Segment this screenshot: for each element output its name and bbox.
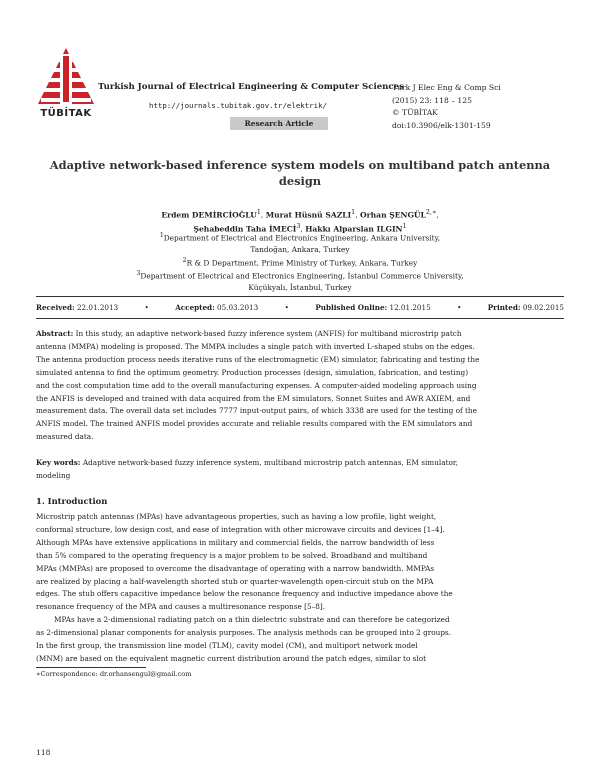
date-value: 12.01.2015 (389, 303, 431, 312)
bullet: • (144, 303, 149, 312)
citation-line: (2015) 23: 118 – 125 (392, 95, 472, 105)
text-line: resonance frequency of the MPA and causes a multiresonance response [5–8]. (36, 602, 326, 612)
abstract-text: In this study, an adaptive network-based fuzzy inference system (ANFIS) for multiband microstrip patch (75, 329, 462, 338)
date-label: Accepted: (175, 303, 215, 312)
abstract-line: measurement data. The overall data set includes 7777 input-output pairs, of which 3338 are used for the testing of the (36, 406, 477, 416)
affiliation-line: Küçükyalı, İstanbul, Turkey (248, 282, 352, 292)
date-printed (488, 303, 564, 312)
doi[interactable]: doi:10.3906/elk-1301-159 (392, 120, 491, 130)
text-line: Although MPAs have extensive applications in military and commercial fields, the narrow bandwidth of less (36, 537, 435, 547)
author-sup: 3 (296, 223, 301, 231)
author-line: Şehabeddin Taha İMECİ$^3$, Hakkı Alparslan ILGIN$^1$ (193, 223, 407, 234)
date-label: Published Online: (315, 303, 388, 312)
affiliation-line (40, 230, 560, 244)
author-line: Erdem DEMİRCİOĞLU$^1$, Murat Hüsnü SAZLI$^1$, Orhan $ŞENGÜL^{2,∗}$, (161, 209, 439, 220)
section-heading: 1. Introduction (36, 496, 108, 506)
abstract-line: measured data. (36, 432, 94, 442)
aff-sup: 2 (182, 256, 187, 264)
dates-row (36, 303, 564, 312)
page-number: 118 (36, 748, 51, 757)
logo-text: TÜBİTAK (40, 108, 92, 119)
aff-text: R & D Department, Prime Ministry of Turkey, Ankara, Turkey (186, 258, 418, 268)
bullet: • (284, 303, 289, 312)
intro-paragraph-1 (36, 511, 564, 614)
divider (36, 296, 564, 297)
abstract-line: and the cost computation time add to the overall manufacturing expenses. A computer-aided modeling approach using (36, 380, 477, 390)
abstract-line: antenna (MMPA) modeling is proposed. The MMPA includes a single patch with inverted L-shaped stubs on the edges. (36, 341, 475, 351)
text-line: MPAs have a 2-dimensional radiating patch on a thin dielectric substrate and can therefore be categorized (54, 615, 450, 624)
date-value: 22.01.2013 (76, 303, 119, 312)
aff-sup: 3 (136, 270, 141, 278)
keywords-label: Key words: (36, 458, 81, 467)
text-line: are realized by placing a half-wavelength shorted stub or quarter-wavelength open-circuit stub on the MPA (36, 576, 434, 586)
text-line: as 2-dimensional planar components for analysis purposes. The analysis methods can be grouped into 2 groups. (36, 627, 452, 637)
date-value: 09.02.2015 (522, 303, 564, 312)
footnote (36, 670, 191, 678)
footnote-rule (36, 667, 146, 668)
author-name: Erdem DEMİRCİOĞLU (161, 210, 257, 220)
citation-line: Turk J Elec Eng & Comp Sci (392, 83, 501, 92)
intro-paragraph-2 (36, 614, 564, 666)
abstract (36, 328, 564, 444)
date-label: Received: (36, 303, 75, 312)
date-received (36, 303, 118, 312)
keywords-line: modeling (36, 470, 71, 480)
text-line: edges. The stub offers capacitive impedance below the resonance frequency and inductive impedance above the (36, 589, 453, 599)
aff-sup: 1 (159, 232, 164, 239)
aff-text: Department of Electrical and Electronics Engineering, Ankara University, (163, 233, 441, 243)
citation-line: © TÜBİTAK (392, 108, 438, 117)
affiliations (40, 230, 560, 293)
author-name: Murat Hüsnü SAZLI (265, 210, 352, 220)
abstract-line (36, 328, 564, 341)
keywords (36, 457, 564, 483)
text-line: MPAs (MMPAs) are proposed to overcome the disadvantage of operating with a narrow bandwidth. MMPAs (36, 563, 435, 573)
journal-url[interactable]: http://journals.tubitak.gov.tr/elektrik/ (149, 101, 327, 110)
affiliation-line (40, 268, 560, 282)
author-name: Hakkı Alparslan ILGIN (305, 224, 403, 234)
text-line: Microstrip patch antennas (MPAs) have advantageous properties, such as having a low profile, light weight, (36, 512, 437, 521)
affiliation-line: Tandoğan, Ankara, Turkey (250, 244, 350, 254)
text-line: conformal structure, low design cost, and ease of integration with other microwave circuits and devices [1–4]. (36, 524, 445, 534)
date-accepted (175, 303, 258, 312)
date-label: Printed: (487, 303, 521, 312)
title-line: design (278, 173, 322, 188)
abstract-label: Abstract: (36, 329, 74, 338)
author-sup: 1 (351, 209, 356, 216)
author-sup: 1 (402, 223, 407, 231)
citation-block (392, 82, 501, 132)
aff-text: Department of Electrical and Electronics Engineering, İstanbul Commerce University, (140, 271, 464, 281)
abstract-line: The antenna production process needs iterative runs of the electromagnetic (EM) simulator, fabricating and testing the (36, 354, 480, 364)
abstract-line: the ANFIS is developed and trained with data acquired from the EM simulators, Sonnet Suites and AWR AXIEM, and (36, 393, 471, 403)
bullet: • (457, 303, 462, 312)
abstract-line: simulated antenna to find the optimum geometry. Production processes (design, simulation, fabrication, and testing) (36, 367, 469, 377)
text-line: In the first group, the transmission line model (TLM), cavity model (CM), and multiport network model (36, 640, 418, 650)
abstract-line: ANFIS model. The trained ANFIS model provides accurate and reliable results compared with the EM simulators and (36, 419, 473, 429)
keywords-line (36, 457, 564, 470)
tubitak-logo (36, 46, 96, 122)
divider (36, 318, 564, 319)
author-sup: 1 (256, 209, 261, 216)
author-sup: 2,∗ (425, 209, 437, 216)
title-line: Adaptive network-based inference system models on multiband patch antenna (49, 158, 551, 172)
date-value: 05.03.2013 (217, 303, 259, 312)
paper-title (40, 158, 560, 189)
article-type-badge: Research Article (230, 117, 328, 130)
affiliation-line (40, 255, 560, 269)
keywords-text: Adaptive network-based fuzzy inference system, multiband microstrip patch antennas, EM simulator, (82, 458, 458, 467)
journal-title: Turkish Journal of Electrical Engineering & Computer Sciences (98, 82, 404, 92)
author-name: Şehabeddin Taha İMECİ (193, 224, 297, 234)
footnote-label: ∗Correspondence: (36, 670, 98, 678)
text-line: (MNM) are based on the equivalent magnetic current distribution around the patch edges, similar to slot (36, 653, 427, 663)
correspondence-email[interactable]: dr.orhansengul@gmail.com (99, 670, 192, 678)
date-published (315, 303, 430, 312)
author-name: Orhan ŞENGÜL (360, 210, 426, 220)
text-line: than 5% compared to the operating frequency is a major problem to be solved. Broadband and multiband (36, 550, 428, 560)
